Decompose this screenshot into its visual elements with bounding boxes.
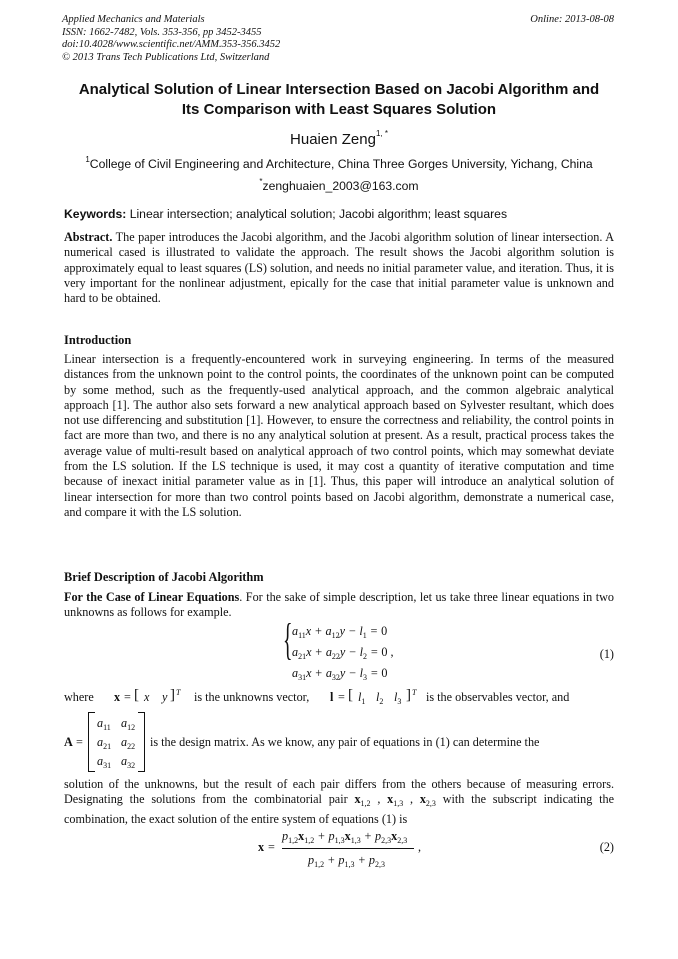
author-name: Huaien Zeng bbox=[290, 131, 376, 148]
keywords-label: Keywords: bbox=[64, 207, 127, 221]
combination-text-2: with the subscript bbox=[442, 792, 537, 807]
combination-text-3: indicating the combination, the exact solution of the entire system of equations (1) is bbox=[64, 792, 615, 826]
equation-2-numerator: $p_{1,2}x_{1,2} + p_{1,3}x_{1,3} + p_{2,3}x_{2,3}$ bbox=[282, 829, 408, 845]
case-label: For the Case of Linear Equations bbox=[64, 590, 240, 604]
case-text: . For the sake of simple description, let us take three linear equations in two unknowns as follows for example. bbox=[64, 590, 614, 620]
keywords-text: Linear intersection; analytical solution; Jacobi algorithm; least squares bbox=[126, 207, 508, 221]
equation-1-row-3: $a_{31}x + a_{32}y - l_3 = 0$ bbox=[292, 666, 388, 682]
title-line-2: Its Comparison with Least Squares Solution bbox=[181, 101, 497, 118]
paper-title bbox=[62, 80, 616, 120]
equation-brace: { bbox=[283, 615, 293, 664]
equation-2-denominator: $p_{1,2} + p_{1,3} + p_{2,3}$ bbox=[308, 853, 385, 869]
email: zenghuaien_2003@163.com bbox=[262, 179, 419, 193]
unknowns-text: is the unknowns vector, bbox=[194, 690, 310, 704]
doi-line: doi:10.4028/www.scientific.net/AMM.353-356.3452 bbox=[62, 39, 281, 50]
author-line bbox=[62, 131, 616, 148]
intro-paragraph: Linear intersection is a frequently-encountered work in surveying engineering. In terms of the measured distances from the unknown point to the control points, the coordinates of the unknown point can be computed by some method, such as the frequently-used analytical approach, and the common algebraic analytical approach [1]. The author also sets forward a new analytical approach based on Sylvester resultant, which does not use differencing and substitution [1]. However, to ensure the correctness and reliability, the control points in fact are more than two, and there is no any analytical solution at present. As a result, practical process takes the average value of multi-result based on analytical approach of two control points, which may somewhat deviate from the LS solution. If the LS technique is used, it may cost a quantity of iterative computation and time because of inexact initial parameter value as in [1]. Thus, this paper will introduce an analytical solution of linear intersection for more than two control points based on Jacobi algorithm, demonstrate a numerical case, and compare it with the LS solution. bbox=[64, 352, 614, 519]
abstract-text: The paper introduces the Jacobi algorithm, and the Jacobi algorithm solution of linear intersection. A numerical cased is illustrated to validate the approach. The result shows the Jacobi algorithm solution is approximately equal to least squares (LS) solution, and needs no initial parameter value, and iteration. Thus, it is very important for the nonlinear adjustment, epically for the case that initial parameter value is unknown and hard to be obtained. bbox=[64, 230, 614, 306]
journal-name: Applied Mechanics and Materials bbox=[62, 14, 205, 25]
author-sup: 1, * bbox=[375, 129, 388, 138]
paper-page: Applied Mechanics and Materials ISSN: 1662-7482, Vols. 353-356, pp 3452-3455 doi:10.4028/www.scientific.net/AMM.353-356.3452 © 2013 Trans Tech Publications Ltd, Switzerland Online: 2013-08-08 Analytical Solution of Linear Intersection Based on Jacobi Algorithm and Its Comparison with Least Squares Solution Huaien Zeng$^{1, *}$ $^1$College of Civil Engineering and Architecture, China Three Gorges University, Yichang, China *zenghuaien_2003@163.com Keywords: Linear intersection; analytical solution; Jacobi algorithm; least squares Abstract. The paper introduces the Jacobi algorithm, and the Jacobi algorithm solution of linear intersection. A numerical cased is illustrated to validate the approach. The result shows the Jacobi algorithm solution is approximately equal to least squares (LS) solution, and needs no initial parameter value, and iteration. Thus, it is very important for the nonlinear adjustment, epically for the case that initial parameter value is unknown and hard to be obtained. Introduction Linear intersection is a frequently-encountered work in surveying engineering. In terms of the measured distances from the unknown point to the control points, the coordinates of the unknown point can be computed by some method, such as the frequently-used analytical approach, and the common algebraic analytical approach [1]. The author also sets forward a new analytical approach based on Sylvester resultant, which does not use differencing and substitution [1]. However, to ensure the correctness and reliability, the control points in fact are more than two, and there is no any analytical solution at present. As a result, practical process takes the average value of multi-result based on analytical approach of two control points, which may somewhat deviate from the LS solution. If the LS technique is used, it may cost a quantity of iterative computation and time because of inexact initial parameter value as in [1]. Thus, this paper will introduce an analytical solution of linear intersection for more than two control points based on Jacobi algorithm, demonstrate a numerical case, and compare it with the LS solution. Brief Description of Jacobi Algorithm For the Case of Linear Equations. For the sake of simple description, let us take three linear equations in two unknowns as follows for example. { $a_{11}x + a_{12}y - l_1 = 0$ $a_{21}x + a_{22}y - l_2 = 0$ , $a_{31}x + a_{32}y - l_3 = 0$ (1) where x = [ x y ] T is the unknowns vector, l = [ $l_1$ $l_2$ $l_3$ ] T is the observables vector, and A = $a_{11}$ $a_{12}$ $a_{21}$ $a_{22}$ $a_{31}$ $a_{32}$ is the design matrix. As we know, any pair of equations in (1) can determine the solution of the unknowns, but the result of each pair differs from the others because of measuring errors. Designating the solutions from the combinatorial pair $x_{1,2}$ , $x_{1,3}$ , $x_{2,3}$ with the subscript indicating the combination, the exact solution of the entire system of equations (1) is x = $p_{1,2}x_{1,2} + p_{1,3}x_{1,3} + p_{2,3}x_{2,3}$ $p_{1,2} + p_{1,3} + p_{2,3}$ , (2) bbox=[62, 14, 615, 869]
observables-text: is the observables vector, and bbox=[426, 690, 570, 704]
abstract-label: Abstract. bbox=[64, 230, 113, 244]
copyright-line: © 2013 Trans Tech Publications Ltd, Switzerland bbox=[62, 51, 270, 63]
equation-1-number: (1) bbox=[599, 647, 614, 661]
case-paragraph bbox=[64, 590, 614, 621]
abstract bbox=[64, 230, 614, 306]
equation-1-row-1: $a_{11}x + a_{12}y - l_1 = 0$ bbox=[292, 624, 388, 640]
issn-line: ISSN: 1662-7482, Vols. 353-356, pp 3452-3455 bbox=[62, 26, 262, 38]
title-line-1: Analytical Solution of Linear Intersection Based on Jacobi Algorithm and bbox=[78, 81, 600, 98]
affiliation-sup: 1 bbox=[85, 155, 90, 164]
combination-paragraph: solution of the unknowns, but the result of each pair differs from the others because of measuring errors. Designating the solutions from the combinatorial pair $x_{1,2}$ , $x_{1,3}$ , $x_{2,3}$ with the subscript indicating the combination, the exact solution of the entire system of equations (1) is bbox=[64, 777, 615, 826]
online-date: Online: 2013-08-08 bbox=[530, 14, 614, 25]
email-line bbox=[62, 179, 616, 193]
jacobi-heading: Brief Description of Jacobi Algorithm bbox=[64, 570, 264, 584]
email-sup: * bbox=[259, 177, 263, 186]
intro-heading: Introduction bbox=[64, 333, 132, 347]
combination-text-1: solution of the unknowns, but the result of each pair differs from the others because of measuring errors. Designating the solutions from the combinatorial pair bbox=[64, 777, 614, 807]
affiliation: College of Civil Engineering and Architecture, China Three Gorges University, Yichang, China bbox=[89, 157, 593, 171]
affiliation-line bbox=[62, 157, 616, 171]
journal-header bbox=[62, 14, 280, 64]
design-matrix-text: is the design matrix. As we know, any pair of equations in (1) can determine the bbox=[150, 735, 540, 749]
equation-2-number: (2) bbox=[599, 840, 614, 854]
keywords-line bbox=[64, 207, 616, 221]
equation-1-row-2: $a_{21}x + a_{22}y - l_2 = 0$ , bbox=[292, 645, 394, 661]
